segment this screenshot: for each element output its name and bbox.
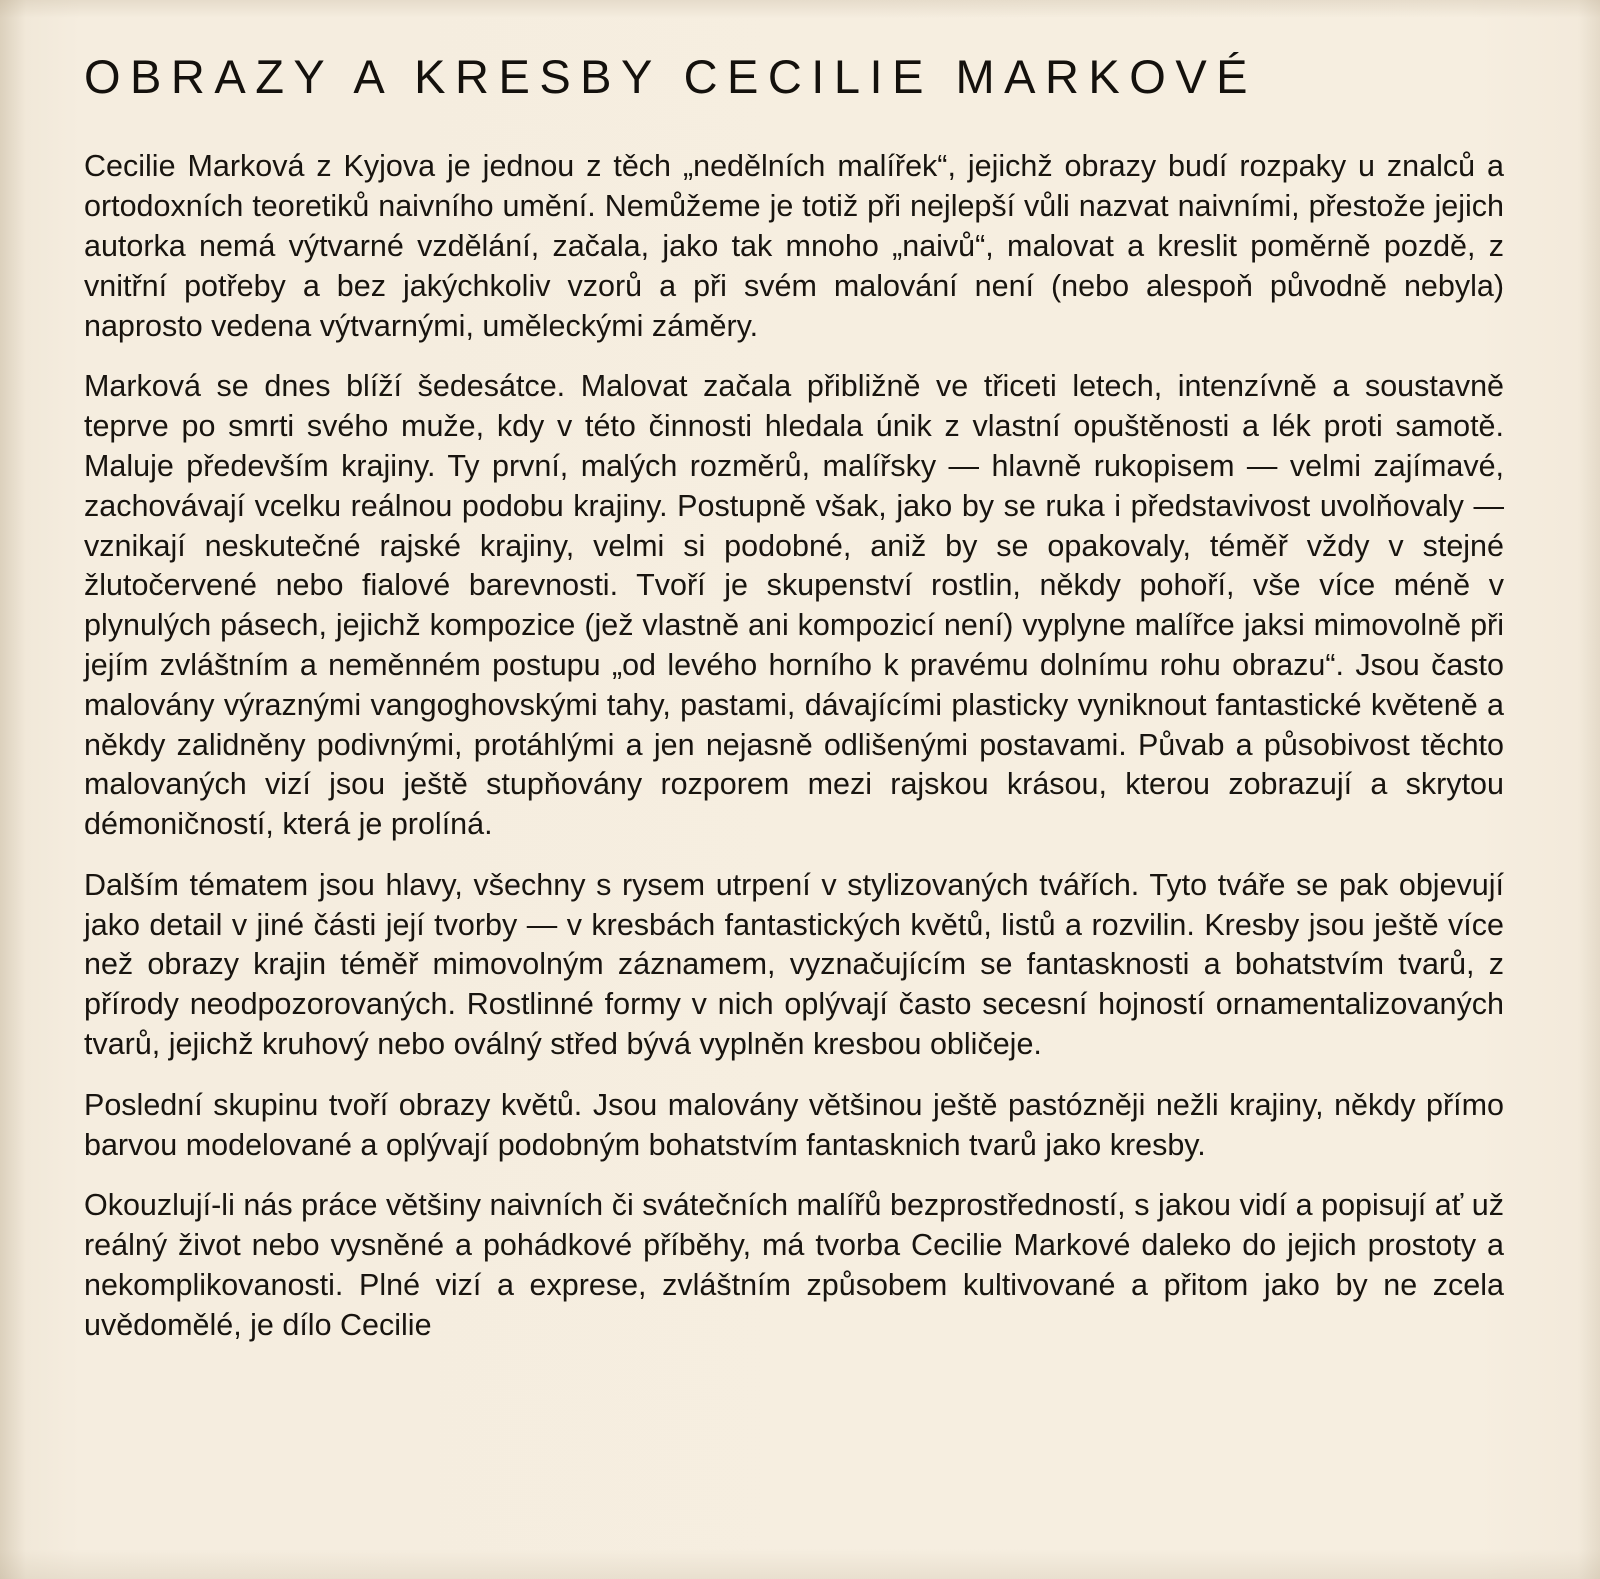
- paper-edge-shading-left: [0, 0, 26, 1579]
- paper-edge-shading-right: [1578, 0, 1600, 1579]
- paper-edge-shading-bottom: [0, 1549, 1600, 1579]
- page-title: OBRAZY A KRESBY CECILIE MARKOVÉ: [84, 50, 1258, 103]
- paper-edge-shading-top: [0, 0, 1600, 18]
- paragraph-4: Poslední skupinu tvoří obrazy květů. Jsou malovány většinou ještě pastózněji nežli krajiny, někdy přímo barvou modelované a oplývají podobným bohatstvím fantasknich tvarů jako kresby.: [84, 1087, 1504, 1162]
- paragraph-2: Marková se dnes blíží šedesátce. Malovat začala přibližně ve třiceti letech, intenzívně a soustavně teprve po smrti svého muže, kdy v této činnosti hledala únik z vlastní opuštěnosti a lék proti samotě. Maluje především krajiny. Ty první, malých rozměrů, malířsky — hlavně rukopisem — velmi zajímavé, zachovávají vcelku reálnou podobu krajiny. Postupně však, jako by se ruka i představivost uvolňovaly — vznikají neskutečné rajské krajiny, velmi si podobné, aniž by se opakovaly, téměř vždy v stejné žlutočervené nebo fialové barevnosti. Tvoří je skupenství rostlin, někdy pohoří, vše více méně v plynulých pásech, jejichž kompozice (jež vlastně ani kompozicí není) vyplyne malířce jaksi mimovolně při jejím zvláštním a neměnném postupu „od levého horního k pravému dolnímu rohu obrazu“. Jsou často malovány výraznými vangoghovskými tahy, pastami, dávajícími plasticky vyniknout fantastické květeně a někdy zalidněny podivnými, protáhlými a jen nejasně odlišenými postavami. Půvab a působivost těchto malovaných vizí jsou ještě stupňovány rozporem mezi rajskou krásou, kterou zobrazují a skrytou démoničností, která je prolíná.: [84, 369, 1504, 842]
- paragraph-1: Cecilie Marková z Kyjova je jednou z těch „nedělních malířek“, jejichž obrazy budí rozpaky u znalců a ortodoxních teoretiků naivního umění. Nemůžeme je totiž při nejlepší vůli nazvat naivními, přestože jejich autorka nemá výtvarné vzdělání, začala, jako tak mnoho „naivů“, malovat a kreslit poměrně pozdě, z vnitřní potřeby a bez jakýchkoliv vzorů a při svém malování není (nebo alespoň původně nebyla) naprosto vedena výtvarnými, uměleckými záměry.: [84, 149, 1504, 343]
- document-body: [84, 147, 1504, 1345]
- paragraph-5: Okouzlují-li nás práce většiny naivních či svátečních malířů bezprostředností, s jakou vidí a popisují ať už reálný život nebo vysněné a pohádkové příběhy, má tvorba Cecilie Markové daleko do jejich prostoty a nekomplikovanosti. Plné vizí a exprese, zvláštním způsobem kultivované a přitom jako by ne zcela uvědomělé, je dílo Cecilie: [84, 1188, 1504, 1342]
- paragraph-3: Dalším tématem jsou hlavy, všechny s rysem utrpení v stylizovaných tvářích. Tyto tváře se pak objevují jako detail v jiné části její tvorby — v kresbách fantastických květů, listů a rozvilin. Kresby jsou ještě více než obrazy krajin téměř mimovolným záznamem, vyznačujícím se fantasknosti a bohatstvím tvarů, z přírody neodpozorovaných. Rostlinné formy v nich oplývají často secesní hojností ornamentalizovaných tvarů, jejichž kruhový nebo oválný střed bývá vyplněn kresbou obličeje.: [84, 867, 1504, 1062]
